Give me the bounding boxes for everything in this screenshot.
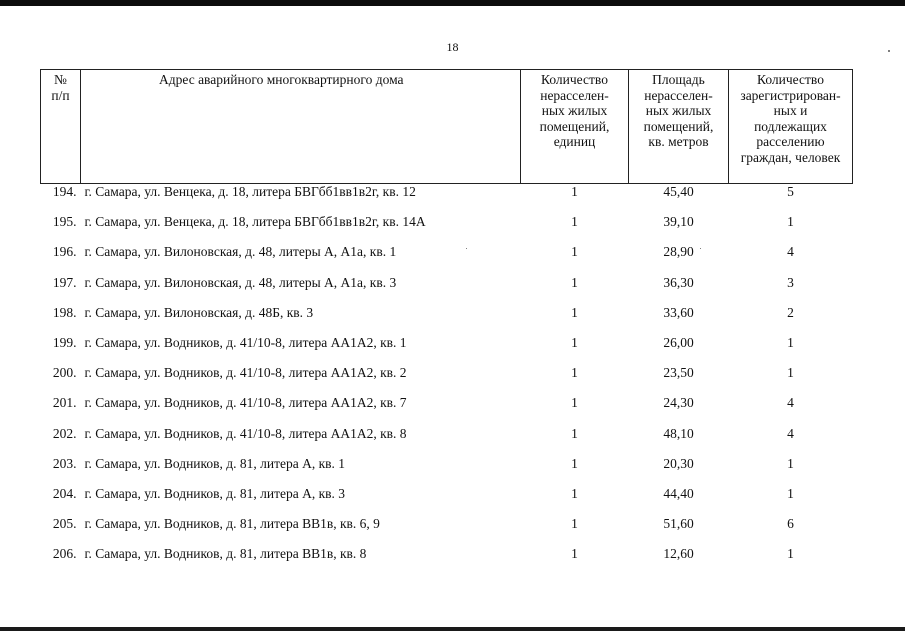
row-area: 12,60 [663,546,694,562]
row-number: 197. [52,274,77,290]
row-number: 194. [52,184,77,199]
row-people: 1 [787,455,794,471]
row-address: г. Самара, ул. Водников, д. 41/10-8, литера АА1А2, кв. 7 [84,395,407,411]
top-scan-border [0,0,905,6]
row-unit-count: 1 [571,395,578,411]
row-unit-count: 1 [571,274,578,290]
row-people: 3 [787,274,794,290]
table-row [41,486,853,516]
header-address: Адрес аварийного многоквартирного дома [81,70,521,184]
row-address: г. Самара, ул. Вилоновская, д. 48Б, кв. 3 [84,304,314,320]
table-row [41,516,853,546]
row-area: 23,50 [663,365,694,381]
row-people: 1 [787,546,794,562]
row-people: 1 [787,334,794,350]
scan-speck [466,248,467,249]
row-number: 199. [52,334,77,350]
row-address: г. Самара, ул. Водников, д. 41/10-8, литера АА1А2, кв. 1 [84,334,407,350]
row-unit-count: 1 [571,184,578,199]
table-row [41,305,853,335]
table-row [41,546,853,576]
row-people: 6 [787,516,794,532]
row-address: г. Самара, ул. Водников, д. 81, литера ВВ1в, кв. 8 [84,546,367,562]
row-people: 1 [787,485,794,501]
table-row [41,365,853,395]
table-row [41,184,853,215]
row-unit-count: 1 [571,485,578,501]
row-people: 1 [787,365,794,381]
row-number: 204. [52,485,77,501]
row-people: 4 [787,395,794,411]
header-num: № п/п [41,70,81,184]
row-area: 28,90 [663,244,694,260]
table-row [41,275,853,305]
table-row [41,244,853,274]
row-number: 200. [52,365,77,381]
row-people: 4 [787,244,794,260]
table-row [41,456,853,486]
table-header-row [41,70,853,184]
page-number: 18 [446,40,459,54]
header-people: Количество зарегистрирован- ных и подлежащих расселению граждан, человек [729,70,853,184]
row-number: 195. [52,214,77,230]
row-area: 33,60 [663,304,694,320]
scan-speck [888,50,890,52]
row-number: 198. [52,304,77,320]
row-area: 45,40 [663,184,694,199]
row-address: г. Самара, ул. Водников, д. 81, литера ВВ1в, кв. 6, 9 [84,516,380,532]
row-unit-count: 1 [571,546,578,562]
row-area: 39,10 [663,214,694,230]
row-number: 196. [52,244,77,260]
row-unit-count: 1 [571,244,578,260]
table-row [41,426,853,456]
scan-speck [700,248,701,249]
row-address: г. Самара, ул. Водников, д. 81, литера А, кв. 1 [84,455,346,471]
row-address: г. Самара, ул. Вилоновская, д. 48, литеры А, А1а, кв. 1 [84,244,397,260]
row-unit-count: 1 [571,334,578,350]
row-number: 203. [52,455,77,471]
row-people: 1 [787,214,794,230]
row-unit-count: 1 [571,455,578,471]
row-address: г. Самара, ул. Венцека, д. 18, литера БВГбб1вв1в2г, кв. 12 [84,184,416,199]
table-row [41,335,853,365]
row-unit-count: 1 [571,304,578,320]
row-area: 36,30 [663,274,694,290]
table-row [41,214,853,244]
row-unit-count: 1 [571,516,578,532]
row-area: 26,00 [663,334,694,350]
table-row [41,395,853,425]
row-address: г. Самара, ул. Водников, д. 41/10-8, литера АА1А2, кв. 2 [84,365,407,381]
row-area: 44,40 [663,485,694,501]
row-address: г. Самара, ул. Водников, д. 81, литера А, кв. 3 [84,485,346,501]
header-area: Площадь нерасселен- ных жилых помещений, кв. метров [629,70,729,184]
row-address: г. Самара, ул. Вилоновская, д. 48, литеры А, А1а, кв. 3 [84,274,397,290]
bottom-scan-border [0,627,905,631]
row-number: 202. [52,425,77,441]
emergency-housing-table [40,69,853,576]
row-area: 24,30 [663,395,694,411]
row-area: 20,30 [663,455,694,471]
row-number: 201. [52,395,77,411]
row-number: 205. [52,516,77,532]
header-count: Количество нерасселен- ных жилых помещений, единиц [521,70,629,184]
row-area: 48,10 [663,425,694,441]
row-address: г. Самара, ул. Венцека, д. 18, литера БВГбб1вв1в2г, кв. 14А [84,214,426,230]
row-address: г. Самара, ул. Водников, д. 41/10-8, литера АА1А2, кв. 8 [84,425,407,441]
row-number: 206. [52,546,77,562]
row-people: 5 [787,184,794,199]
row-area: 51,60 [663,516,694,532]
row-unit-count: 1 [571,425,578,441]
row-unit-count: 1 [571,214,578,230]
row-people: 4 [787,425,794,441]
row-unit-count: 1 [571,365,578,381]
row-people: 2 [787,304,794,320]
